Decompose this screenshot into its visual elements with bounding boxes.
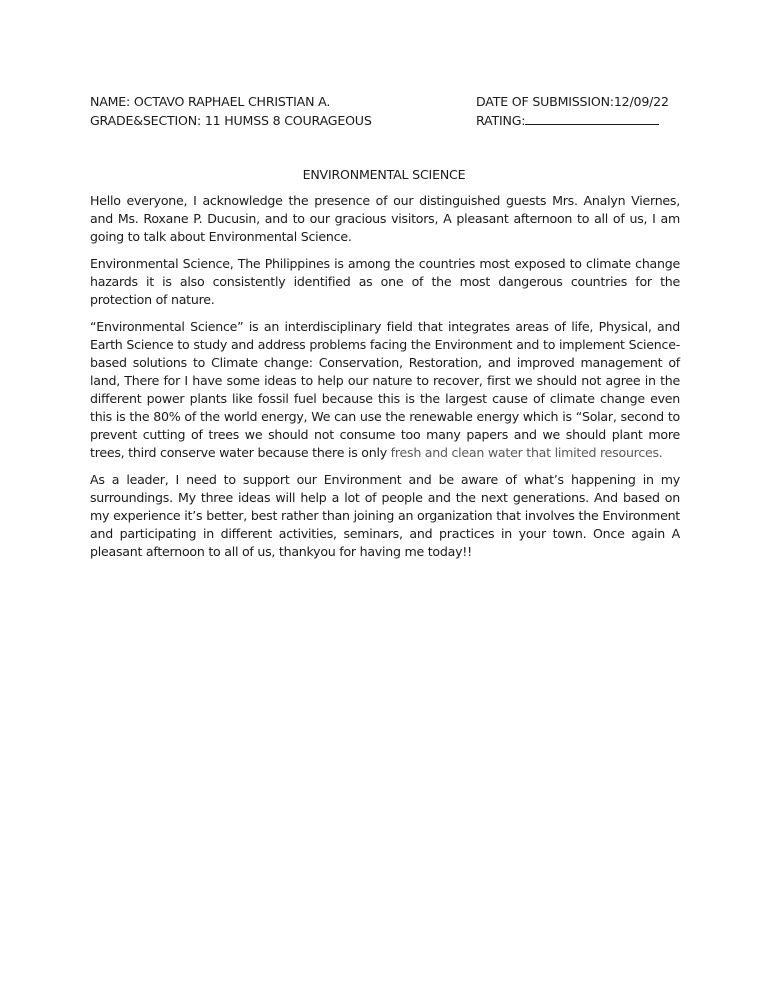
document-header — [90, 92, 690, 130]
grade-section: GRADE&SECTION: 11 HUMSS 8 COURAGEOUS — [90, 113, 372, 128]
paragraph-greeting: Hello everyone, I acknowledge the presence of our distinguished guests Mrs. Analyn Viernes, and Ms. Roxane P. Ducusin, and to our gracious visitors, A pleasant afternoon to all of us, I am going to talk about Environmental Science. — [90, 193, 680, 244]
rating-blank-line — [525, 111, 659, 125]
header-row-2 — [90, 111, 690, 130]
paragraph-closing: As a leader, I need to support our Environment and be aware of what’s happening in my surroundings. My three ideas will help a lot of people and the next generations. And based on my experience it’s better, best rather than joining an organization that involves the Environment and participating in different activities, seminars, and practices in your town. Once again A pleasant afternoon to all of us, thankyou for having me today!! — [90, 472, 680, 559]
document-body — [90, 192, 680, 570]
rating-field — [476, 111, 659, 130]
paragraph-philippines: Environmental Science, The Philippines is among the countries most exposed to climate change hazards it is also consistently identified as one of the most dangerous countries for the protection of nature. — [90, 256, 680, 307]
paragraph-definition-tail: fresh and clean water that limited resources. — [390, 445, 663, 460]
paragraph-definition-ideas — [90, 318, 680, 462]
submission-date: DATE OF SUBMISSION:12/09/22 — [476, 94, 669, 109]
paragraph-definition-text: “Environmental Science” is an interdisciplinary field that integrates areas of life, Physical, and Earth Science to study and address problems facing the Environment and to implement Science-based solutions to Climate change: Conservation, Restoration, and improved management of land, There for I have some ideas to help our nature to recover, first we should not agree in the different power plants like fossil fuel because this is the largest cause of climate change even this is the 80% of the world energy, We can use the renewable energy which is “Solar, second to prevent cutting of trees we should not consume too many papers and we should plant more trees, third conserve water because there is only — [90, 319, 680, 460]
document-title: ENVIRONMENTAL SCIENCE — [302, 167, 466, 182]
header-row-1 — [90, 92, 690, 111]
rating-label: RATING: — [476, 113, 526, 128]
student-name: NAME: OCTAVO RAPHAEL CHRISTIAN A. — [90, 94, 331, 109]
